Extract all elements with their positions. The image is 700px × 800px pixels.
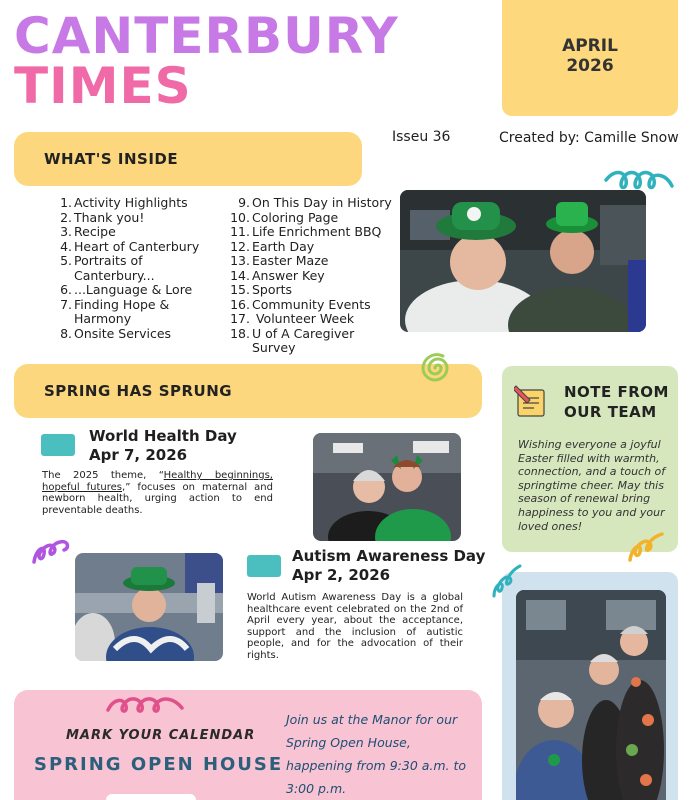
note-title: NOTE FROM OUR TEAM <box>564 383 669 421</box>
event-date-world-health-day: Apr 7, 2026 <box>89 446 188 464</box>
event-date-autism-awareness-day: Apr 2, 2026 <box>292 566 391 584</box>
toc-item[interactable]: 18. U of A Caregiver Survey <box>230 325 355 355</box>
issue-year: 2026 <box>566 56 614 76</box>
event-body-world-health-day: The 2025 theme, “Healthy beginnings, hopeful futures,” focuses on maternal and newborn health, urging action to end preventable deaths. <box>42 470 273 516</box>
calendar-text: Join us at the Manor for our Spring Open House, happening from 9:30 a.m. to 3:00 p.m. <box>286 712 467 796</box>
masthead-title-line2: TIMES <box>14 57 192 115</box>
calendar-button[interactable] <box>106 794 196 800</box>
photo-residents-green-hats <box>400 190 646 332</box>
toc-item[interactable]: 7. Finding Hope & Harmony <box>60 296 170 326</box>
toc-item[interactable]: 15. Sports <box>230 282 293 297</box>
note-body: Wishing everyone a joyful Easter filled with warmth, connection, and a touch of springtime cheer. May this season of renewal bring happiness to you and your loved ones! <box>518 438 666 533</box>
issue-number: Isseu 36 <box>392 129 451 145</box>
toc-item[interactable]: 10. Coloring Page <box>230 209 339 225</box>
issue-month: APRIL <box>562 36 618 56</box>
toc-item[interactable]: 14. Answer Key <box>230 267 325 283</box>
toc-item[interactable]: 17. Volunteer Week <box>230 311 355 326</box>
event-body-autism-awareness-day: World Autism Awareness Day is a global healthcare event celebrated on the 2nd of April every year, about the acceptance, support and the inclusion of autistic people, and for the advocation of their rights. <box>247 592 463 661</box>
issue-date-box <box>502 0 678 116</box>
note-pencil-icon <box>514 384 552 420</box>
spring-section-title: SPRING HAS SPRUNG <box>44 382 233 400</box>
toc-item[interactable]: 9. On This Day in History <box>238 195 392 210</box>
masthead-title-line1: CANTERBURY <box>14 7 399 65</box>
photo-two-women-green <box>313 433 461 541</box>
event-title-world-health-day: World Health Day <box>89 427 237 445</box>
toc-column-right <box>222 196 402 356</box>
toc-item[interactable]: 2. Thank you! <box>60 209 145 225</box>
calendar-title: SPRING OPEN HOUSE <box>34 754 284 775</box>
event-swatch <box>41 434 75 456</box>
toc-item[interactable]: 8. Onsite Services <box>60 325 172 341</box>
toc-item[interactable]: 12. Earth Day <box>230 238 315 254</box>
toc-item[interactable]: 3. Recipe <box>60 224 116 239</box>
event-swatch <box>247 555 281 577</box>
whats-inside-title: WHAT'S INSIDE <box>44 150 179 168</box>
toc-item[interactable]: 1. Activity Highlights <box>60 195 188 210</box>
photo-three-residents <box>516 590 666 800</box>
toc-item[interactable]: 11. Life Enrichment BBQ <box>230 224 382 239</box>
event-title-autism-awareness-day: Autism Awareness Day <box>292 547 486 565</box>
toc-item[interactable]: 13. Easter Maze <box>230 253 329 268</box>
calendar-kicker: MARK YOUR CALENDAR <box>66 728 256 743</box>
spring-has-sprung-banner <box>14 364 482 418</box>
swirl-purple-deco <box>30 534 74 574</box>
creator-credit: Created by: Camille Snow <box>499 130 679 146</box>
toc-item[interactable]: 5. Portraits of Canterbury... <box>60 253 155 283</box>
theme-link[interactable]: Healthy beginnings, hopeful futures <box>42 470 273 493</box>
whats-inside-banner <box>14 132 362 186</box>
toc-item[interactable]: 6. ...Language & Lore <box>60 282 193 297</box>
toc-item[interactable]: 16. Community Events <box>230 296 371 312</box>
photo-woman-green-hat <box>75 553 223 661</box>
toc-item[interactable]: 4. Heart of Canterbury <box>60 238 200 254</box>
toc-column-left <box>50 196 230 341</box>
